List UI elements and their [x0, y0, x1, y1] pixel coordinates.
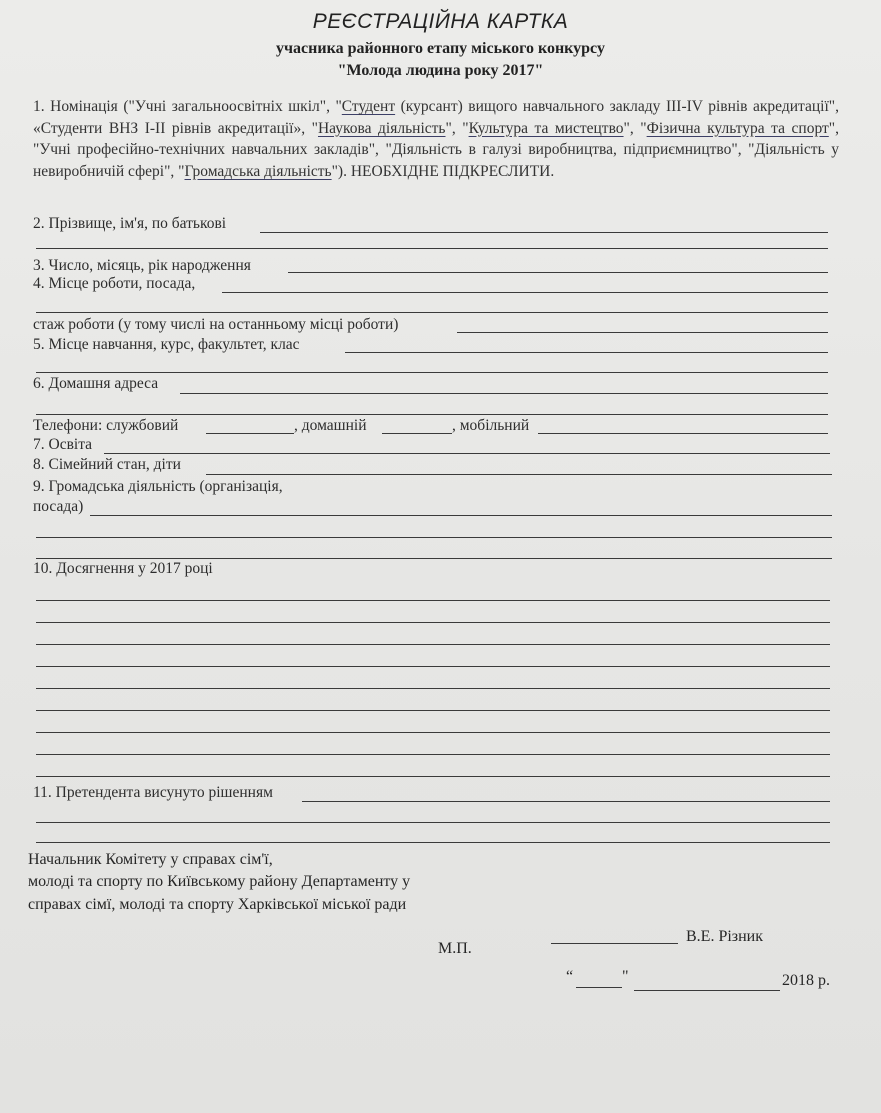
- nomination-text: ", ": [445, 119, 469, 137]
- document-title: РЕЄСТРАЦІЙНА КАРТКА: [312, 10, 569, 33]
- achievements-line[interactable]: [36, 776, 830, 777]
- label-family-status: 8. Сімейний стан, діти: [33, 456, 181, 473]
- nomination-student: Студент: [341, 98, 396, 115]
- date-year: 2018 р.: [782, 972, 830, 989]
- study-place-line-2[interactable]: [36, 372, 828, 373]
- label-workplace: 4. Місце роботи, посада,: [33, 275, 196, 292]
- civic-activity-line-2[interactable]: [36, 537, 832, 538]
- mobile-phone-line[interactable]: [538, 433, 828, 434]
- workplace-line[interactable]: [222, 292, 828, 293]
- achievements-line[interactable]: [36, 754, 830, 755]
- family-status-line[interactable]: [206, 474, 832, 475]
- education-line[interactable]: [104, 453, 830, 454]
- achievements-line[interactable]: [36, 622, 830, 623]
- stamp-place: М.П.: [438, 940, 472, 957]
- nominated-by-line[interactable]: [302, 801, 830, 802]
- birth-date-line[interactable]: [288, 272, 828, 273]
- signatory-title-line-3: справах сімї, молоді та спорту Харківської міської ради: [28, 896, 407, 913]
- nomination-text: (курсант) вищого навчального закладу III-IV рівнів акредитації", «Студенти ВНЗ І-ІІ рівнів акредитації», ": [33, 98, 839, 137]
- nomination-paragraph: [33, 96, 839, 182]
- nomination-suffix: "). НЕОБХІДНЕ ПІДКРЕСЛИТИ.: [331, 162, 555, 180]
- date-day-line[interactable]: [576, 987, 622, 988]
- label-birth-date: 3. Число, місяць, рік народження: [33, 257, 251, 274]
- nominated-by-line-2[interactable]: [36, 822, 830, 823]
- workplace-line-2[interactable]: [36, 312, 828, 313]
- achievements-line[interactable]: [36, 732, 830, 733]
- nominated-by-line-3[interactable]: [36, 842, 830, 843]
- label-civic-activity: 9. Громадська діяльність (організація,: [33, 478, 283, 495]
- signature-line[interactable]: [551, 943, 678, 944]
- signatory-title-line-1: Начальник Комітету у справах сім'ї,: [28, 851, 273, 868]
- date-month-line[interactable]: [634, 990, 780, 991]
- label-home-phone: , домашній: [294, 417, 367, 434]
- nomination-culture: Культура та мистецтво: [468, 119, 624, 137]
- achievements-line[interactable]: [36, 710, 830, 711]
- label-nominated-by: 11. Претендента висунуто рішенням: [33, 784, 273, 801]
- work-experience-line[interactable]: [457, 332, 828, 333]
- nomination-prefix: 1. Номінація ("Учні загальноосвітніх шкіл", ": [33, 98, 342, 115]
- nomination-civic: Громадська діяльність: [184, 162, 332, 180]
- achievements-line[interactable]: [36, 600, 830, 601]
- document-subtitle: учасника районного етапу міського конкурсу: [276, 40, 605, 57]
- achievements-line[interactable]: [36, 644, 830, 645]
- signatory-title-line-2: молоді та спорту по Київському району Департаменту у: [28, 873, 411, 890]
- contest-name: "Молода людина року 2017": [337, 62, 544, 79]
- label-mobile-phone: , мобільний: [452, 417, 530, 434]
- date-quote-open: “: [566, 968, 574, 985]
- home-address-line-2[interactable]: [36, 414, 828, 415]
- label-work-phone: Телефони: службовий: [33, 417, 179, 434]
- home-address-line[interactable]: [180, 393, 828, 394]
- signer-name: В.Е. Різник: [686, 928, 764, 945]
- date-quote-close: ": [622, 968, 629, 985]
- achievements-line[interactable]: [36, 666, 830, 667]
- full-name-line-2[interactable]: [36, 248, 828, 249]
- nomination-science: Наукова діяльність: [317, 119, 446, 137]
- label-education: 7. Освіта: [33, 436, 93, 453]
- label-study-place: 5. Місце навчання, курс, факультет, клас: [33, 336, 300, 353]
- label-work-experience: стаж роботи (у тому числі на останньому місці роботи): [33, 316, 399, 333]
- civic-activity-line[interactable]: [90, 515, 832, 516]
- label-home-address: 6. Домашня адреса: [33, 375, 159, 392]
- civic-activity-line-3[interactable]: [36, 558, 832, 559]
- study-place-line[interactable]: [345, 352, 828, 353]
- nomination-text: ", ": [623, 119, 647, 137]
- label-full-name: 2. Прізвище, ім'я, по батькові: [33, 215, 227, 232]
- label-position: посада): [33, 498, 84, 515]
- nomination-text: ", "Учні професійно-технічних навчальних закладів", "Діяльність в галузі виробництва, підприємництво", "Діяльність у невиробничій сфері", ": [33, 119, 839, 180]
- work-phone-line[interactable]: [206, 433, 294, 434]
- label-achievements: 10. Досягнення у 2017 році: [33, 560, 213, 577]
- full-name-line[interactable]: [260, 232, 828, 233]
- nomination-sport: Фізична культура та спорт: [646, 119, 829, 137]
- achievements-line[interactable]: [36, 688, 830, 689]
- home-phone-line[interactable]: [382, 433, 452, 434]
